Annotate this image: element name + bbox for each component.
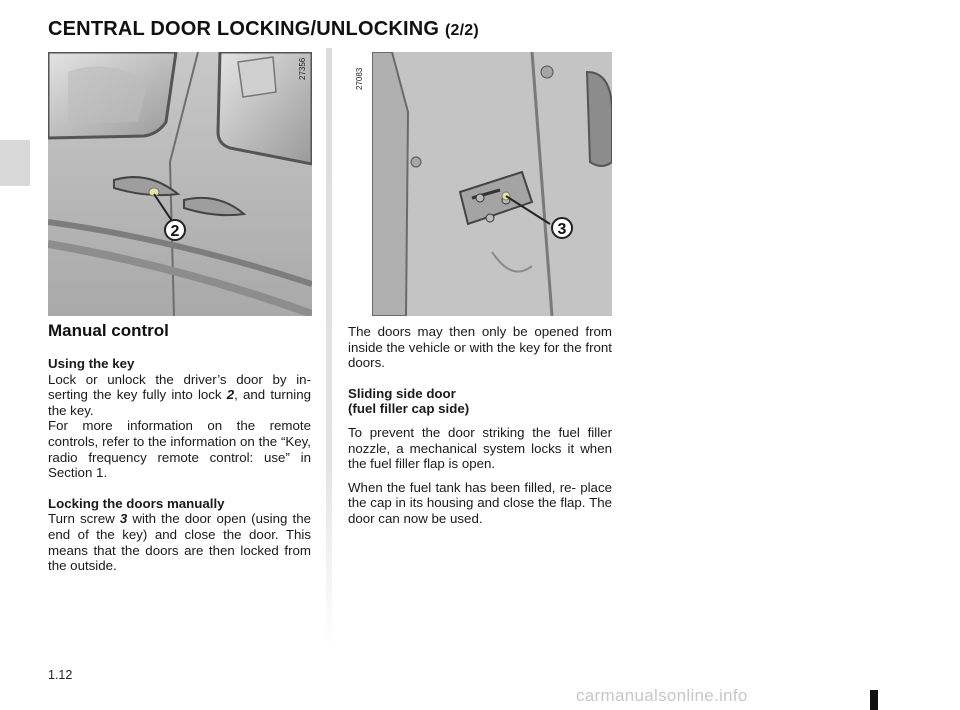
sliding-door-heading: Sliding side door — [348, 385, 456, 401]
locking-manually-heading: Locking the doors manually — [48, 495, 225, 511]
left-column — [48, 356, 311, 574]
page-title-suffix: (2/2) — [444, 22, 479, 39]
watermark: carmanualsonline.info — [576, 686, 748, 705]
page-number: 1.12 — [48, 668, 73, 682]
using-key-text-b: , and turning the key. — [48, 387, 311, 418]
door-handle-drawing — [48, 52, 312, 316]
figure-ref-left: 27356 — [298, 57, 307, 80]
manual-control-heading: Manual control — [48, 321, 169, 340]
figure-ref-right: 27083 — [355, 67, 364, 90]
locking-manually-text — [48, 511, 311, 573]
callout-2: 2 — [170, 223, 180, 240]
door-lock-illustration — [372, 52, 612, 316]
fuel-filler-heading: (fuel filler cap side) — [348, 401, 470, 417]
callout-3: 3 — [557, 221, 567, 238]
column-divider — [326, 48, 332, 648]
door-handle-illustration — [48, 52, 312, 316]
locking-text-b: with the door open (using the end of the key) and close the door. This means that the doors are then locked from the outside. — [48, 511, 311, 574]
refill-text: When the fuel tank has been filled, re- place the cap in its housing and close the flap. The door can now be used. — [348, 479, 612, 526]
using-key-heading: Using the key — [48, 356, 135, 371]
right-column — [348, 324, 612, 527]
spacer — [348, 472, 612, 480]
spacer — [348, 417, 612, 425]
spacer — [348, 371, 612, 386]
using-key-text — [48, 372, 311, 419]
page-title — [48, 18, 479, 41]
sliding-door-text: To prevent the door striking the fuel filler nozzle, a mechanical system locks it when the fuel filler flap is open. — [348, 424, 612, 472]
using-key-text-a: Lock or unlock the driver’s door by in- serting the key fully into lock — [48, 371, 311, 403]
screw-ref: 3 — [119, 511, 128, 527]
door-lock-drawing — [372, 52, 612, 316]
section-tab — [0, 140, 30, 186]
remote-info-text: For more information on the remote controls, refer to the information on the “Key, radio frequency remote control: use” in Section 1. — [48, 418, 311, 481]
page-title-text: CENTRAL DOOR LOCKING/UNLOCKING — [48, 18, 440, 40]
doors-open-text: The doors may then only be opened from inside the vehicle or with the key for the front doors. — [348, 324, 612, 371]
locking-text-a: Turn screw — [48, 511, 120, 527]
lock-ref: 2 — [226, 387, 235, 403]
bookmark-icon — [870, 690, 878, 710]
spacer — [48, 481, 311, 496]
